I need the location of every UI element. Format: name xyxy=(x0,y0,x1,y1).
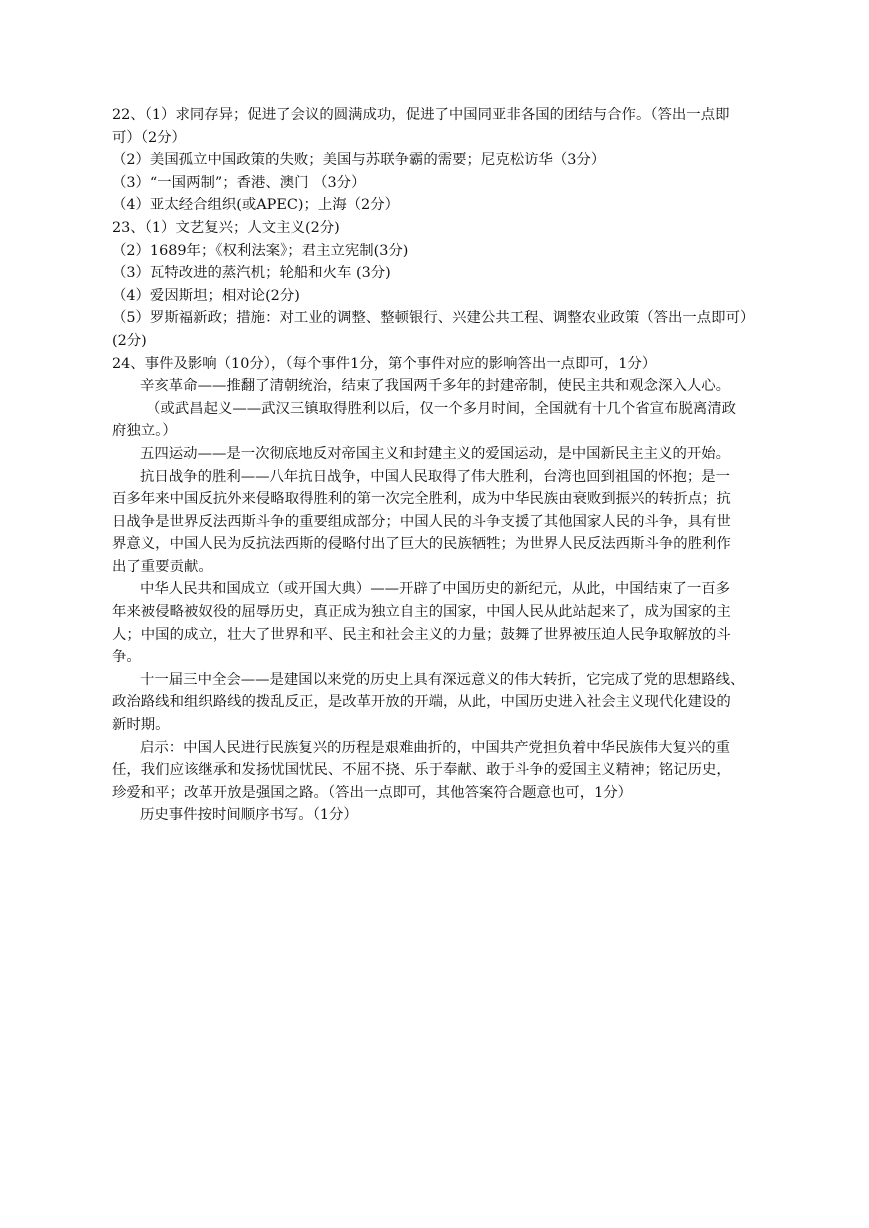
q24-wuchang-uprising-line1: （或武昌起义——武汉三镇取得胜利以后，仅一个多月时间，全国就有十几个省宣布脱离清政 xyxy=(146,400,737,417)
q23-part5-line2: (2分) xyxy=(112,332,147,349)
q24-chronological-note: 历史事件按时间顺序书写。（1分） xyxy=(140,807,358,824)
question-23-block xyxy=(112,217,768,353)
q22-part1-line2: 可）（2分） xyxy=(112,129,186,146)
q24-prc-founding-line4: 争。 xyxy=(112,649,141,666)
question-24-block xyxy=(112,353,768,827)
answer-key-text xyxy=(112,104,768,827)
q24-anti-japanese-line5: 出了重要贡献。 xyxy=(112,558,213,575)
q24-insight-line1: 启示：中国人民进行民族复兴的历程是艰难曲折的，中国共产党担负着中华民族伟大复兴的重 xyxy=(140,739,731,756)
q22-part1-line1: 22、（1）求同存异；促进了会议的圆满成功，促进了中国同亚非各国的团结与合作。（答出一点即 xyxy=(112,107,730,123)
q22-part2: （2）美国孤立中国政策的失败；美国与苏联争霸的需要；尼克松访华（3分） xyxy=(112,152,606,169)
q23-part5-line1: （5）罗斯福新政；措施：对工业的调整、整顿银行、兴建公共工程、调整农业政策（答出一点即可） xyxy=(112,310,755,327)
q24-prc-founding-line1: 中华人民共和国成立（或开国大典）——开辟了中国历史的新纪元，从此，中国结束了一百多 xyxy=(140,581,731,598)
q24-third-plenum-line2: 政治路线和组织路线的拨乱反正，是改革开放的开端，从此，中国历史进入社会主义现代化建设的 xyxy=(112,694,731,711)
q24-insight-line3: 珍爱和平；改革开放是强国之路。（答出一点即可，其他答案符合题意也可，1分） xyxy=(112,784,633,801)
q24-header: 24、事件及影响（10分），（每个事件1分，第个事件对应的影响答出一点即可，1分） xyxy=(112,355,657,372)
q24-third-plenum-line1: 十一届三中全会——是建国以来党的历史上具有深远意义的伟大转折，它完成了党的思想路线、 xyxy=(140,671,745,688)
q23-part4: （4）爱因斯坦；相对论(2分) xyxy=(112,287,300,304)
q24-prc-founding-line2: 年来被侵略被奴役的屈辱历史，真正成为独立自主的国家，中国人民从此站起来了，成为国家的主 xyxy=(112,604,731,621)
q24-xinhai-revolution: 辛亥革命——推翻了清朝统治，结束了我国两千多年的封建帝制，使民主共和观念深入人心。 xyxy=(140,378,731,395)
q24-wuchang-uprising-line2: 府独立。） xyxy=(112,423,177,440)
q24-may-fourth: 五四运动——是一次彻底地反对帝国主义和封建主义的爱国运动，是中国新民主主义的开始。 xyxy=(140,445,731,462)
q22-part4: （4）亚太经合组织(或APEC)；上海（2分） xyxy=(112,197,399,214)
q24-prc-founding-line3: 人；中国的成立，壮大了世界和平、民主和社会主义的力量；鼓舞了世界被压迫人民争取解放的斗 xyxy=(112,626,731,643)
q24-anti-japanese-line4: 界意义，中国人民为反抗法西斯的侵略付出了巨大的民族牺牲；为世界人民反法西斯斗争的胜利作 xyxy=(112,536,731,553)
q23-part2: （2）1689年；《权利法案》；君主立宪制(3分) xyxy=(112,242,409,259)
q24-anti-japanese-line2: 百多年来中国反抗外来侵略取得胜利的第一次完全胜利，成为中华民族由衰败到振兴的转折点；抗 xyxy=(112,491,731,508)
question-22-block xyxy=(112,104,768,217)
q24-insight-line2: 任，我们应该继承和发扬忧国忧民、不屈不挠、乐于奉献、敢于斗争的爱国主义精神；铭记历史， xyxy=(112,762,731,779)
q23-part3: （3）瓦特改进的蒸汽机；轮船和火车 (3分) xyxy=(112,265,391,282)
q23-part1: 23、（1）文艺复兴；人文主义(2分) xyxy=(112,219,340,236)
q24-third-plenum-line3: 新时期。 xyxy=(112,717,170,734)
q24-anti-japanese-line1: 抗日战争的胜利——八年抗日战争，中国人民取得了伟大胜利，台湾也回到祖国的怀抱；是一 xyxy=(140,468,731,485)
q24-anti-japanese-line3: 日战争是世界反法西斯斗争的重要组成部分；中国人民的斗争支援了其他国家人民的斗争，具有世 xyxy=(112,513,731,530)
q22-part3: （3）“一国两制”；香港、澳门 （3分） xyxy=(112,174,366,191)
